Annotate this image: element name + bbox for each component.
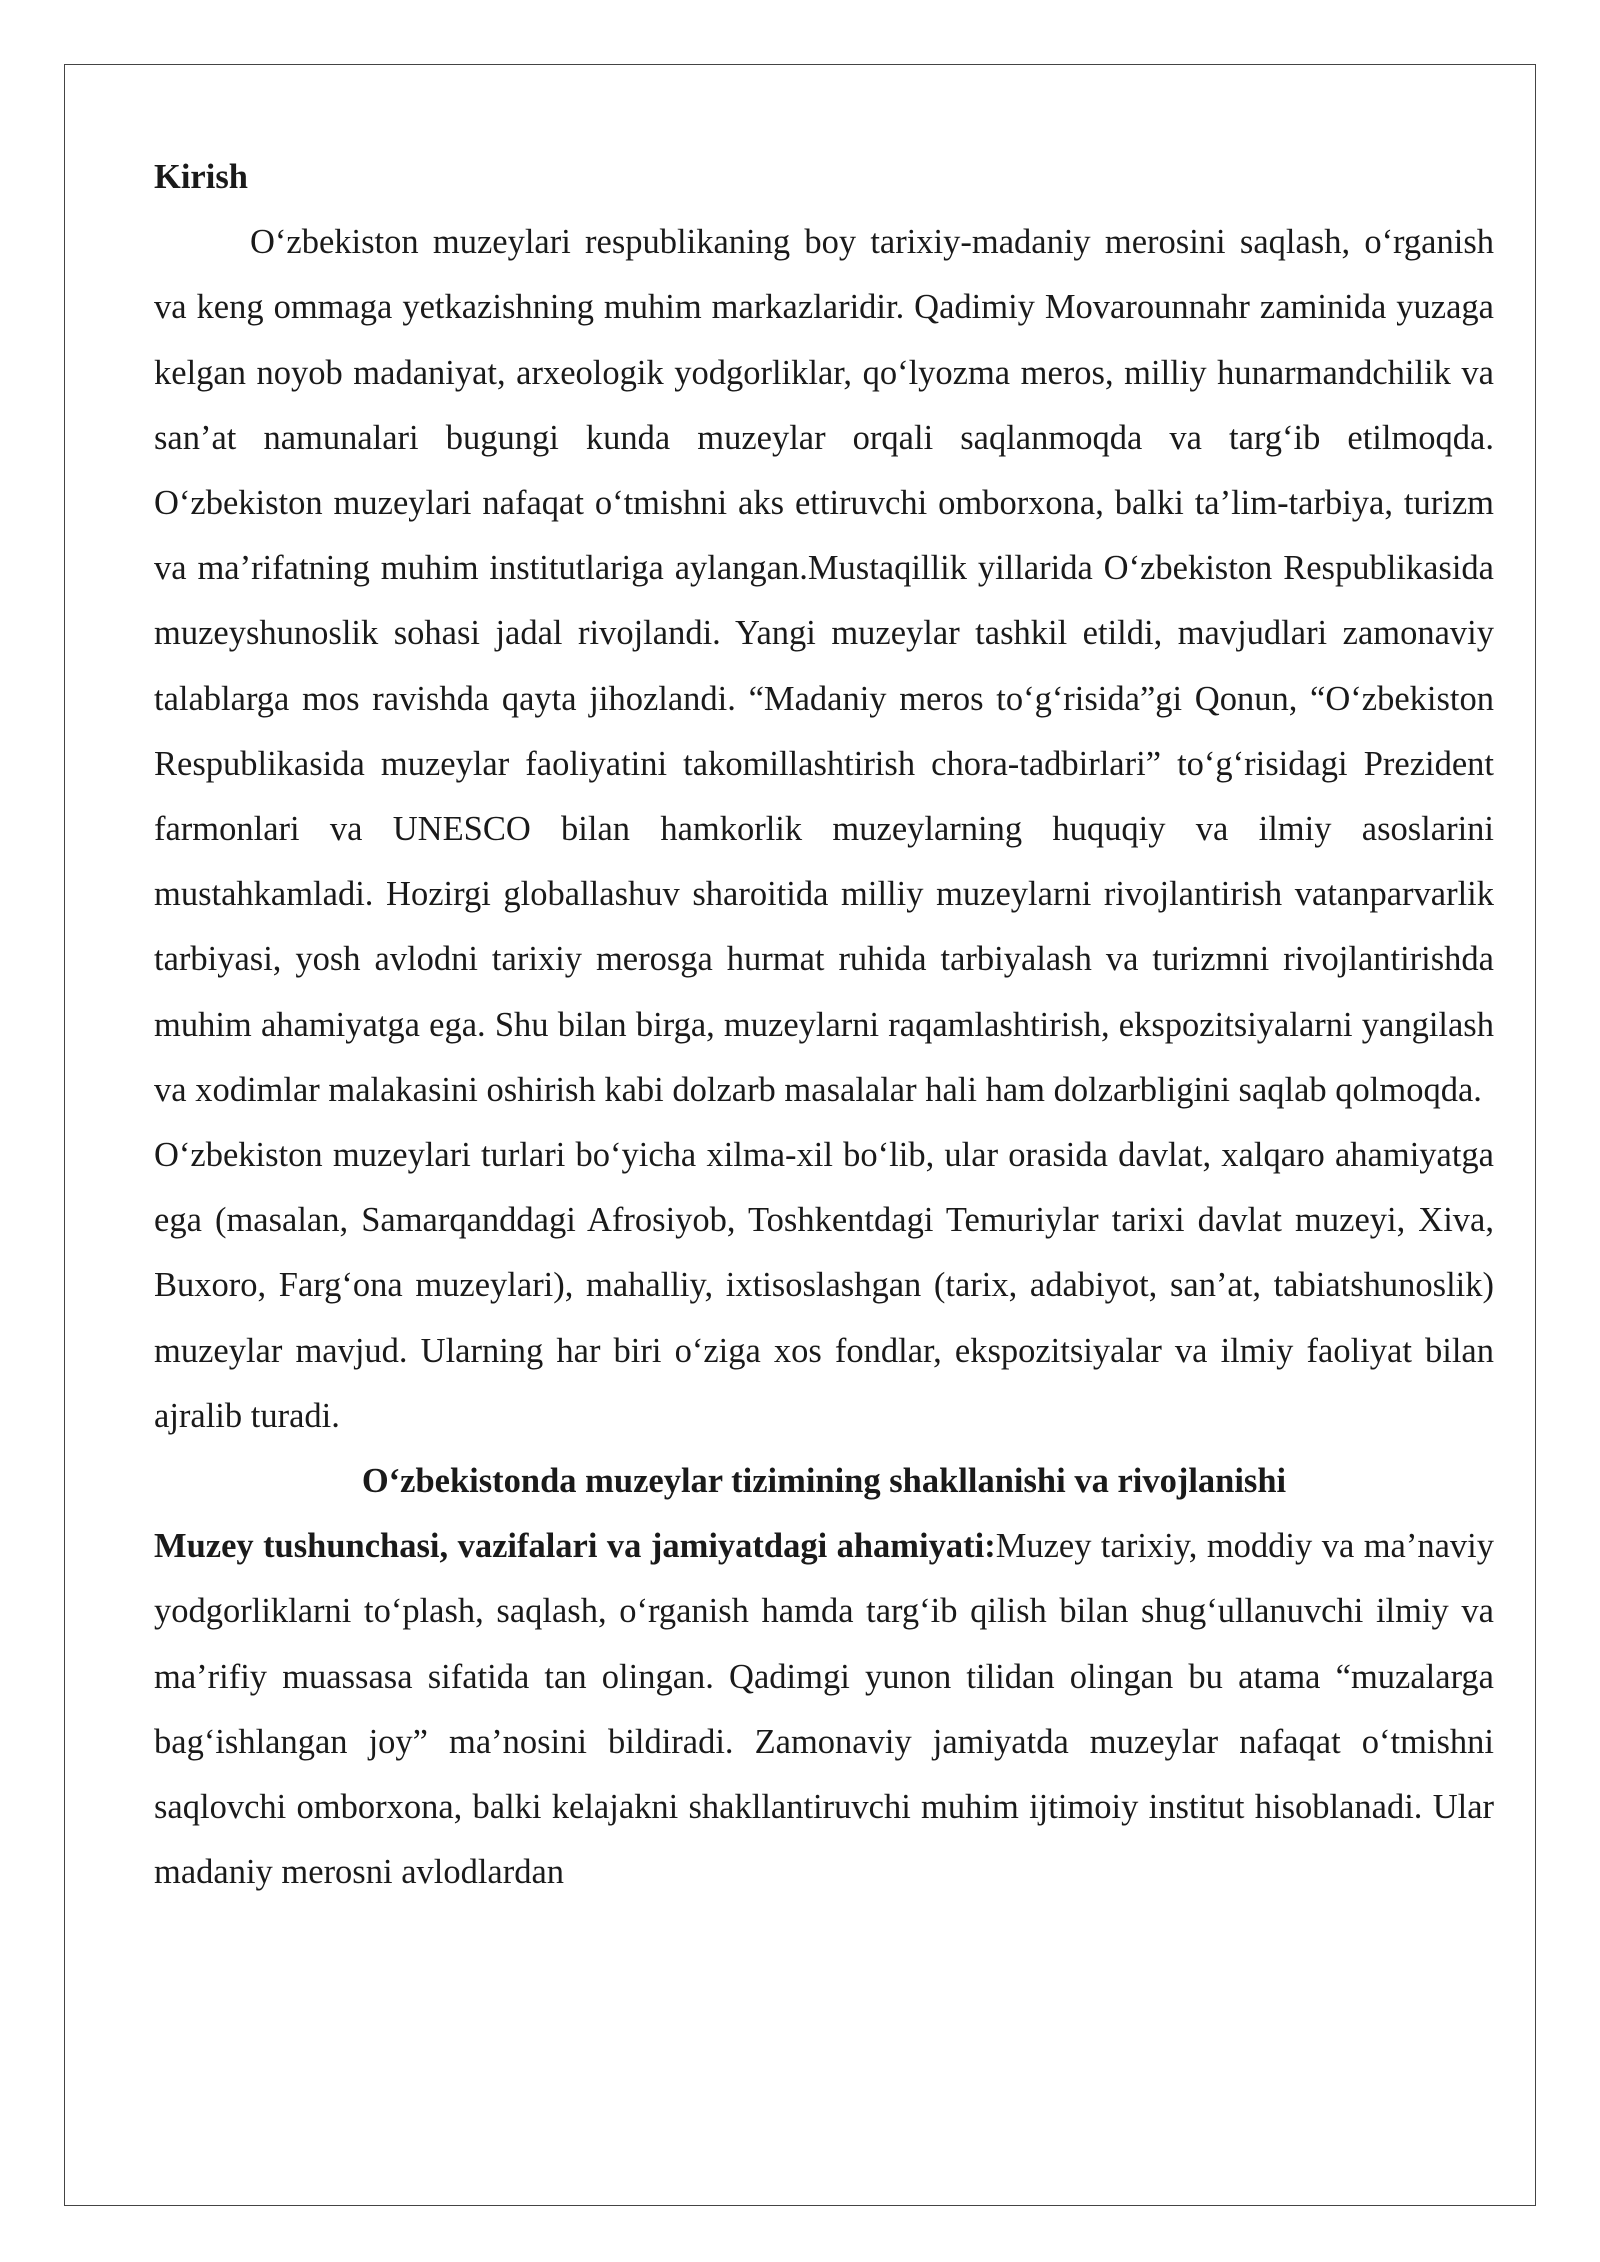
document-heading: Kirish <box>154 158 248 196</box>
subsection-text: Muzey tarixiy, moddiy va ma’naviy yodgorliklarni to‘plash, saqlash, o‘rganish hamda targ‘ib qilish bilan shug‘ullanuvchi ilmiy va ma’rifiy muassasa sifatida tan olingan. Qadimgi yunon tilidan olingan bu atama “muzalarga bag‘ishlangan joy” ma’nosini bildiradi. Zamonaviy jamiyatda muzeylar nafaqat o‘tmishni saqlovchi omborxona, balki kelajakni shakllantiruvchi muhim ijtimoiy institut hisoblanadi. Ular madaniy merosni avlodlardan <box>154 1527 1494 1892</box>
document-body <box>154 145 1494 1905</box>
subsection-paragraph <box>154 1514 1494 1905</box>
section-heading: O‘zbekistonda muzeylar tizimining shakllanishi va rivojlanishi <box>361 1462 1287 1501</box>
body-paragraph-types: O‘zbekiston muzeylari turlari bo‘yicha xilma-xil bo‘lib, ular orasida davlat, xalqaro ahamiyatga ega (masalan, Samarqanddagi Afrosiyob, Toshkentdagi Temuriylar tarixi davlat muzeyi, Xiva, Buxoro, Farg‘ona muzeylari), mahalliy, ixtisoslashgan (tarix, adabiyot, san’at, tabiatshunoslik) muzeylar mavjud. Ularning har biri o‘ziga xos fondlar, ekspozitsiyalar va ilmiy faoliyat bilan ajralib turadi. <box>154 1136 1494 1435</box>
subsection-lead: Muzey tushunchasi, vazifalari va jamiyatdagi ahamiyati: <box>154 1527 996 1566</box>
body-paragraph-intro: O‘zbekiston muzeylari respublikaning boy tarixiy-madaniy merosini saqlash, o‘rganish va keng ommaga yetkazishning muhim markazlaridir. Qadimiy Movarounnahr zaminida yuzaga kelgan noyob madaniyat, arxeologik yodgorliklar, qo‘lyozma meros, milliy hunarmandchilik va san’at namunalari bugungi kunda muzeylar orqali saqlanmoqda va targ‘ib etilmoqda. O‘zbekiston muzeylari nafaqat o‘tmishni aks ettiruvchi omborxona, balki ta’lim-tarbiya, turizm va ma’rifatning muhim institutlariga aylangan.Mustaqillik yillarida O‘zbekiston Respublikasida muzeyshunoslik sohasi jadal rivojlandi. Yangi muzeylar tashkil etildi, mavjudlari zamonaviy talablarga mos ravishda qayta jihozlandi. “Madaniy meros to‘g‘risida”gi Qonun, “O‘zbekiston Respublikasida muzeylar faoliyatini takomillashtirish chora-tadbirlari” to‘g‘risidagi Prezident farmonlari va UNESCO bilan hamkorlik muzeylarning huquqiy va ilmiy asoslarini mustahkamladi. Hozirgi globallashuv sharoitida milliy muzeylarni rivojlantirish vatanparvarlik tarbiyasi, yosh avlodni tarixiy merosga hurmat ruhida tarbiyalash va turizmni rivojlantirishda muhim ahamiyatga ega. Shu bilan birga, muzeylarni raqamlashtirish, ekspozitsiyalarni yangilash va xodimlar malakasini oshirish kabi dolzarb masalalar hali ham dolzarbligini saqlab qolmoqda. <box>154 223 1494 1109</box>
